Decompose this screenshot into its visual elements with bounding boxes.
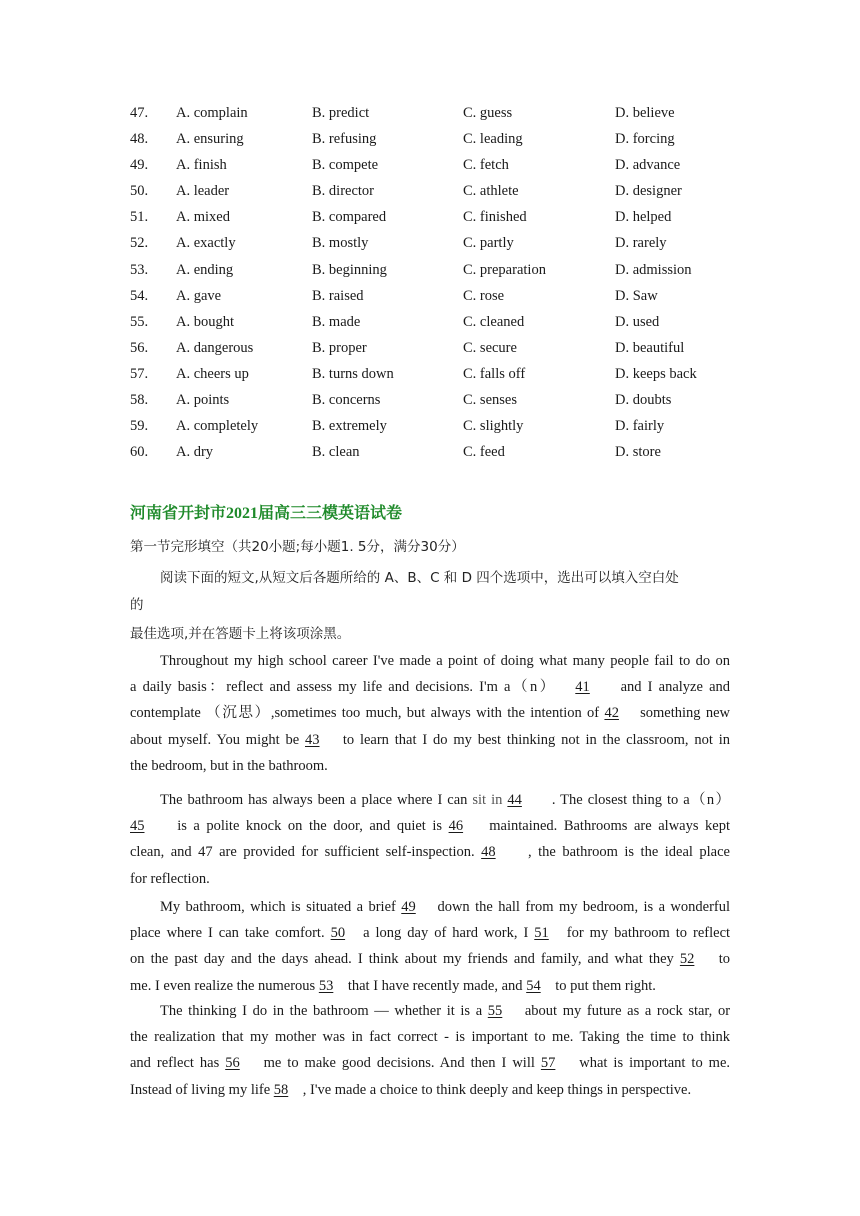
option-b: B. beginning	[312, 261, 387, 278]
option-a: A. bought	[176, 313, 234, 330]
question-number: 60.	[130, 444, 149, 461]
blank-49: 49	[401, 899, 416, 915]
question-number: 49.	[130, 157, 149, 174]
blank-41: 41	[575, 679, 590, 696]
option-d: D. keeps back	[615, 365, 697, 382]
passage-line: contemplate （沉思）,sometimes too much, but always with the intention of 42 something new	[130, 705, 730, 722]
answer-options-table	[130, 102, 730, 467]
passage-line: about myself. You might be 43 to learn that I do my best thinking not in the classroom, not in	[130, 731, 731, 748]
option-d: D. rarely	[615, 235, 667, 252]
question-number: 57.	[130, 365, 149, 382]
passage-line: 45 is a polite knock on the door, and quiet is 46 maintained. Bathrooms are always kept	[130, 818, 730, 835]
option-b: B. clean	[312, 444, 360, 461]
question-number: 56.	[130, 339, 149, 356]
option-b: B. mostly	[312, 235, 369, 252]
option-d: D. Saw	[615, 287, 658, 304]
blank-51: 51	[534, 925, 549, 942]
question-number: 47.	[130, 105, 149, 121]
option-c: C. fetch	[463, 157, 509, 174]
option-c: C. rose	[463, 287, 505, 304]
blank-50: 50	[330, 925, 346, 942]
passage-paragraph-1	[130, 650, 730, 781]
question-number: 58.	[130, 392, 149, 409]
section-subtitle: 第一节完形填空（共20小题;每小题1. 5分，满分30分）	[130, 539, 465, 555]
blank-42: 42	[604, 705, 619, 722]
option-a: A. leader	[176, 183, 230, 200]
question-number: 51.	[130, 209, 149, 226]
option-b: B. concerns	[312, 392, 381, 409]
passage-line: me. I even realize the numerous 53 that I have recently made, and 54 to put them right.	[130, 977, 656, 994]
option-d: D. doubts	[615, 392, 672, 409]
blank-56: 56	[225, 1055, 240, 1072]
passage-line: The bathroom has always been a place where I can sit in 44 . The closest thing to a（n）	[160, 792, 731, 808]
passage-line: the bedroom, but in the bathroom.	[130, 757, 328, 774]
option-c: C. cleaned	[463, 313, 525, 330]
blank-55: 55	[487, 1003, 503, 1019]
option-row	[130, 232, 730, 258]
blank-43: 43	[305, 731, 320, 748]
option-b: B. extremely	[312, 418, 387, 435]
question-number: 54.	[130, 287, 149, 304]
passage-paragraph-3	[130, 896, 730, 1001]
option-row	[130, 128, 730, 154]
question-number: 59.	[130, 418, 149, 435]
option-c: C. preparation	[463, 261, 546, 278]
section-title: 河南省开封市2021届高三三模英语试卷	[130, 503, 403, 522]
question-number: 53.	[130, 261, 149, 278]
blank-53: 53	[318, 977, 334, 994]
option-row	[130, 337, 730, 363]
option-d: D. designer	[615, 183, 682, 200]
passage-paragraph-4	[130, 1000, 730, 1105]
passage-line: My bathroom, which is situated a brief 49 down the hall from my bedroom, is a wonderful	[160, 899, 731, 915]
option-b: B. compete	[312, 157, 379, 174]
option-row	[130, 441, 730, 467]
option-b: B. raised	[312, 287, 364, 304]
option-c: C. feed	[463, 444, 505, 461]
option-row	[130, 154, 730, 180]
option-row	[130, 363, 730, 389]
option-a: A. gave	[176, 287, 222, 304]
passage-line: place where I can take comfort. 50 a long day of hard work, I 51 for my bathroom to reflect	[130, 925, 731, 942]
option-a: A. dangerous	[176, 339, 254, 356]
blank-48: 48	[481, 844, 496, 861]
option-a: A. dry	[176, 444, 214, 461]
option-c: C. senses	[463, 392, 517, 409]
option-d: D. fairly	[615, 418, 665, 435]
option-a: A. finish	[176, 157, 227, 174]
option-d: D. store	[615, 444, 661, 461]
blank-57: 57	[540, 1055, 556, 1072]
passage-line: clean, and 47 are provided for sufficient self-inspection. 48 , the bathroom is the ideal place	[130, 844, 730, 861]
option-row	[130, 389, 730, 415]
passage-line: Instead of living my life 58 , I've made a choice to think deeply and keep things in perspective.	[130, 1081, 692, 1098]
passage-paragraph-2	[130, 789, 730, 894]
option-d: D. helped	[615, 209, 672, 226]
blank-44: 44	[507, 792, 522, 808]
option-c: C. falls off	[463, 365, 526, 382]
option-c: C. leading	[463, 131, 523, 148]
option-row	[130, 415, 730, 441]
option-a: A. complain	[176, 105, 248, 121]
passage-line: for reflection.	[130, 870, 210, 887]
option-d: D. beautiful	[615, 339, 685, 356]
option-a: A. ending	[176, 261, 234, 278]
option-b: B. refusing	[312, 131, 377, 148]
blank-46: 46	[448, 818, 464, 835]
option-b: B. turns down	[312, 365, 394, 382]
blank-45: 45	[130, 818, 145, 835]
option-b: B. compared	[312, 209, 387, 226]
option-a: A. ensuring	[176, 131, 244, 148]
option-d: D. forcing	[615, 131, 675, 148]
option-a: A. mixed	[176, 209, 230, 226]
option-a: A. completely	[176, 418, 259, 435]
option-d: D. believe	[615, 105, 675, 121]
option-a: A. exactly	[176, 235, 236, 252]
question-number: 55.	[130, 313, 149, 330]
blank-52: 52	[679, 951, 695, 968]
option-d: D. used	[615, 313, 660, 330]
question-number: 48.	[130, 131, 149, 148]
blank-58: 58	[273, 1081, 289, 1098]
option-row	[130, 180, 730, 206]
option-c: C. guess	[463, 105, 513, 121]
option-b: B. made	[312, 313, 361, 330]
option-c: C. athlete	[463, 183, 519, 200]
option-b: B. proper	[312, 339, 367, 356]
option-b: B. predict	[312, 105, 370, 121]
passage-line: on the past day and the days ahead. I think about my friends and family, and what they 52 to	[130, 951, 731, 968]
option-a: A. points	[176, 392, 230, 409]
option-row	[130, 102, 730, 128]
option-c: C. secure	[463, 339, 517, 356]
option-a: A. cheers up	[176, 365, 249, 382]
instruction-line-1: 阅读下面的短文,从短文后各题所给的 A、B、C 和 D 四个选项中，选出可以填入空白处	[160, 570, 679, 586]
instruction-line-3: 最佳选项,并在答题卡上将该项涂黑。	[130, 626, 351, 642]
instruction-line-2: 的	[130, 597, 144, 613]
option-d: D. admission	[615, 261, 692, 278]
blank-54: 54	[526, 977, 541, 994]
option-row	[130, 285, 730, 311]
option-d: D. advance	[615, 157, 681, 174]
option-b: B. director	[312, 183, 375, 200]
passage-line: The thinking I do in the bathroom — whether it is a 55 about my future as a rock star, or	[160, 1003, 731, 1019]
question-number: 52.	[130, 235, 149, 252]
option-row	[130, 311, 730, 337]
passage-line: the realization that my mother was in fact correct - is important to me. Taking the time to think	[130, 1029, 730, 1046]
option-row	[130, 206, 730, 232]
passage-line: Throughout my high school career I've made a point of doing what many people fail to do on	[160, 653, 730, 669]
passage-line: a daily basis：reflect and assess my life and decisions. I'm a（n） 41 and I analyze and	[130, 679, 731, 696]
option-c: C. finished	[463, 209, 527, 226]
option-row	[130, 259, 730, 285]
question-number: 50.	[130, 183, 149, 200]
option-c: C. partly	[463, 235, 514, 252]
option-c: C. slightly	[463, 418, 524, 435]
passage-line: and reflect has 56 me to make good decisions. And then I will 57 what is important to me.	[130, 1055, 731, 1072]
